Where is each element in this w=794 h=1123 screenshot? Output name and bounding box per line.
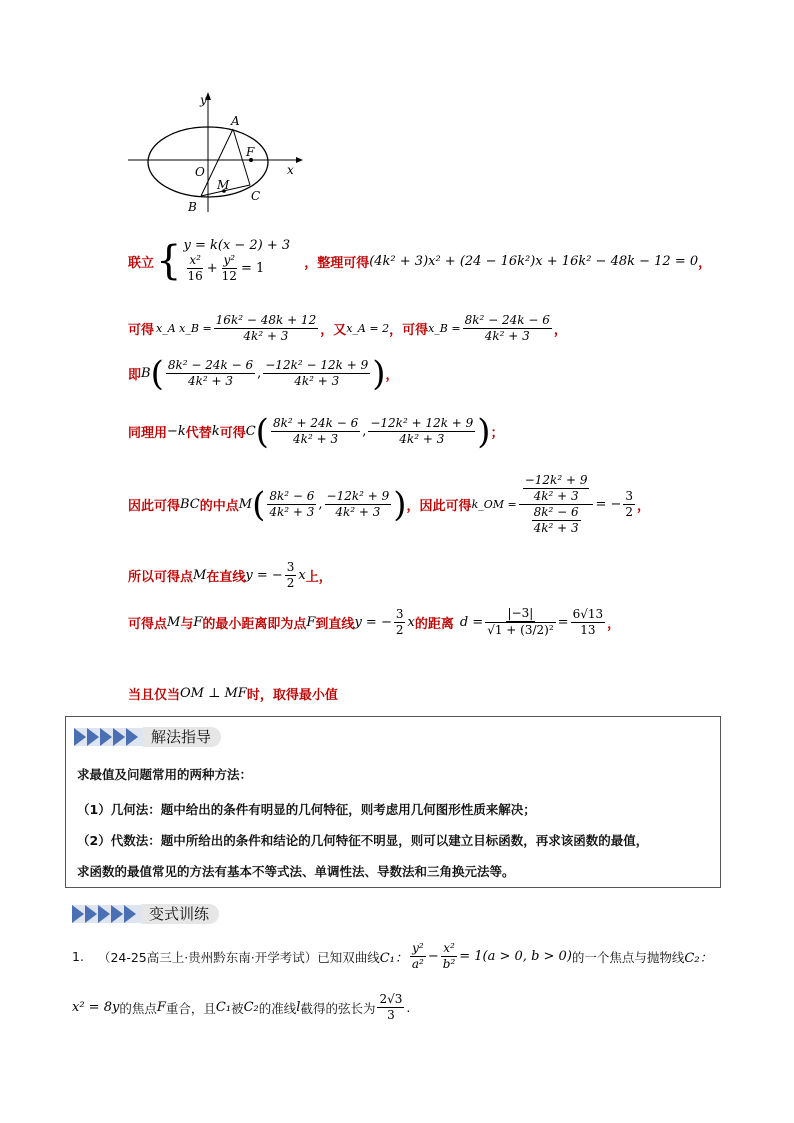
l7-dnum: |−3| bbox=[507, 606, 534, 620]
exercise-c2: C₂： bbox=[684, 951, 713, 966]
ex-hminus: − bbox=[427, 949, 439, 964]
solution-line-5: 因此可得 BC 的中点 M ( $\frac{\text{8k² − 6}}{\text{4k² + 3}}$ , $\frac{\text{−12k² + 9}}{\text{4k² + 3}}$ ) ，因此可得 k_OM = $\frac{\frac{\text{−12k² + 9}}{\text{4k² + 3}}}{\frac{\text{8k² − 6}}{\text{4k² + 3}}}$ = − $\frac{3}{2}$ ， bbox=[128, 473, 651, 535]
l4-k: k bbox=[211, 424, 220, 439]
l2-xb: x_B = bbox=[428, 322, 461, 335]
ex-l2-a: 的焦点 bbox=[119, 1000, 157, 1016]
l2-xa: x_A = 2 bbox=[346, 322, 390, 335]
method-p1: 求最值及问题常用的两种方法： bbox=[77, 767, 253, 782]
ex-hcond: = 1(a > 0, b > 0) bbox=[459, 949, 572, 964]
method-p4: 求函数的最值常见的方法有基本不等式法、单调性法、导数法和三角换元法等。 bbox=[77, 864, 515, 879]
l4-pre: 同理用 bbox=[128, 426, 168, 441]
l4-n1: 8k² + 24k − 6 bbox=[272, 416, 359, 430]
ex-l2-c1: C₁ bbox=[215, 1000, 232, 1015]
l5-BC: BC bbox=[180, 497, 200, 512]
l2-num: 16k² − 48k + 12 bbox=[215, 313, 317, 327]
l7-rnum: 6√13 bbox=[572, 606, 604, 621]
exercise-source: （24-25高三上·贵州黔东南·开学考试）已知双曲线 bbox=[97, 949, 380, 965]
label-y: y bbox=[200, 93, 207, 107]
ex-hn2: x² bbox=[443, 941, 455, 955]
l7-end: ， bbox=[607, 616, 621, 632]
ellipse-figure bbox=[120, 88, 310, 218]
l1-mid: ，整理可得 bbox=[304, 255, 370, 271]
l1-pre: 联立 bbox=[128, 255, 155, 271]
l7-rden: 13 bbox=[580, 622, 596, 637]
sys-b-d1: 16 bbox=[187, 269, 203, 283]
l4-n2: −12k² + 12k + 9 bbox=[370, 416, 474, 430]
l8-end: 时，取得最小值 bbox=[246, 688, 338, 703]
l4-mid2: 可得 bbox=[219, 426, 246, 441]
l4-mk: −k bbox=[167, 424, 186, 439]
label-A: A bbox=[231, 114, 240, 128]
l8-eq: OM ⊥ MF bbox=[180, 686, 247, 701]
label-C: C bbox=[251, 189, 261, 203]
method-guide-title: 解法指导 bbox=[143, 727, 221, 747]
l3-d1: 4k² + 3 bbox=[187, 374, 233, 388]
l6-d: 2 bbox=[286, 576, 295, 590]
l7-dlabel: d = bbox=[459, 614, 484, 630]
ex-hd2: b² bbox=[442, 957, 456, 971]
l7-mid2: 的最小距离即为点 bbox=[202, 616, 307, 632]
sys-b-rhs: = 1 bbox=[240, 261, 265, 276]
solution-line-3: 即 B ( $\frac{\text{8k² − 24k − 6}}{\text{4k² + 3}}$ , $\frac{\text{−12k² − 12k + 9}}{\text{4k² + 3}}$ ) ， bbox=[128, 353, 399, 394]
l8-pre: 当且仅当 bbox=[128, 688, 181, 703]
l2-lhs: x_A x_B = bbox=[156, 322, 212, 335]
l7-mid4: 的距离 bbox=[414, 616, 454, 632]
l5-d2: 4k² + 3 bbox=[335, 505, 381, 519]
l7-mid3: 到直线 bbox=[315, 616, 355, 632]
solution-line-1 bbox=[128, 238, 711, 284]
l5-M: M bbox=[238, 497, 253, 512]
l5-d1: 4k² + 3 bbox=[269, 505, 315, 519]
l6-x: x bbox=[298, 568, 306, 583]
l5-end: ， bbox=[637, 499, 651, 514]
l6-mid: 在直线 bbox=[206, 570, 246, 585]
ex-l2-d: 的准线 bbox=[258, 1000, 297, 1016]
l7-y: y = − bbox=[354, 614, 392, 630]
method-guide-banner bbox=[74, 725, 221, 749]
label-F: F bbox=[246, 145, 255, 159]
exercise-c1: C₁： bbox=[379, 951, 408, 966]
ex-l2-l: l bbox=[296, 1000, 301, 1015]
l3-d2: 4k² + 3 bbox=[294, 374, 340, 388]
l2-mid: ，又 bbox=[320, 323, 347, 338]
exercise-line-2 bbox=[72, 992, 410, 1023]
chevron-arrows-icon-2 bbox=[72, 905, 143, 923]
ex-l2-dd: 3 bbox=[387, 1008, 395, 1022]
l3-n2: −12k² − 12k + 9 bbox=[265, 358, 369, 372]
l1-eq: (4k² + 3)x² + (24 − 16k²)x + 16k² − 48k − 12 = 0 bbox=[369, 253, 699, 269]
ex-mid: 的一个焦点与抛物线 bbox=[571, 949, 685, 965]
l2-end: ， bbox=[553, 323, 567, 338]
solution-line-4: 同理用 −k 代替 k 可得 C ( $\frac{\text{8k² + 24k − 6}}{\text{4k² + 3}}$ , $\frac{\text{−12k² + 12k + 9}}{\text{4k² + 3}}$ ) ； bbox=[128, 411, 504, 452]
l5-k: k_OM = bbox=[471, 498, 517, 511]
label-B: B bbox=[188, 200, 197, 214]
l5-bf-d: 8k² − 6 bbox=[533, 505, 579, 519]
label-M: M bbox=[217, 178, 230, 192]
l5-mid: 的中点 bbox=[199, 499, 239, 514]
l5-rn: 3 bbox=[625, 489, 634, 503]
ex-l2-eq: x² = 8y bbox=[72, 1000, 120, 1015]
ex-l2-c: 被 bbox=[231, 1000, 244, 1016]
l7-d: 2 bbox=[395, 622, 404, 637]
sys-b-n2: y² bbox=[223, 253, 236, 267]
l4-d1: 4k² + 3 bbox=[293, 432, 339, 446]
l7-res: = bbox=[557, 614, 569, 630]
l4-mid: 代替 bbox=[185, 426, 212, 441]
l4-d2: 4k² + 3 bbox=[399, 432, 445, 446]
l6-n: 3 bbox=[286, 560, 295, 574]
l5-pre: 因此可得 bbox=[128, 499, 181, 514]
sys-eq-a: y = k(x − 2) + 3 bbox=[183, 238, 291, 253]
l5-n2: −12k² + 9 bbox=[326, 489, 390, 503]
exercise-banner bbox=[72, 902, 219, 926]
l5-bigfrac bbox=[519, 473, 594, 536]
ex-l2-F: F bbox=[156, 1000, 166, 1015]
l3-end: ， bbox=[385, 368, 399, 383]
system-eqs bbox=[183, 238, 290, 284]
exercise-number: 1. bbox=[72, 949, 84, 964]
system-brace: { bbox=[156, 238, 182, 284]
method-p3: （2）代数法：题中所给出的条件和结论的几何特征不明显，则可以建立目标函数，再求该函数的最值， bbox=[77, 833, 649, 848]
l7-n: 3 bbox=[395, 606, 404, 621]
ex-l2-end: . bbox=[406, 1000, 411, 1015]
l5-bf-dd: 4k² + 3 bbox=[533, 521, 579, 535]
label-O: O bbox=[195, 165, 205, 179]
l4-end: ； bbox=[490, 426, 504, 441]
l7-F2: F bbox=[306, 614, 316, 630]
sys-b-d2: 12 bbox=[221, 269, 237, 283]
l7-M: M bbox=[167, 614, 181, 630]
l7-dden: 1 + (3/2)² bbox=[494, 623, 554, 637]
l7-F: F bbox=[193, 614, 203, 630]
l5-res: = − bbox=[595, 497, 622, 512]
l7-mid: 与 bbox=[180, 616, 194, 632]
l2-den: 4k² + 3 bbox=[243, 329, 289, 343]
l5-bf-n: −12k² + 9 bbox=[524, 473, 588, 487]
l2-den2: 4k² + 3 bbox=[484, 329, 530, 343]
l7-x: x bbox=[407, 614, 415, 630]
l2-mid2: ，可得 bbox=[389, 323, 429, 338]
l6-pre: 所以可得点 bbox=[128, 570, 194, 585]
l7-pre: 可得点 bbox=[128, 616, 168, 632]
l2-pre: 可得 bbox=[128, 323, 155, 338]
sys-eq-b: $\frac{\text{x²}}{16}$ + $\frac{\text{y²}}{12}$ = 1 bbox=[187, 253, 265, 283]
ex-l2-c2: C₂ bbox=[243, 1000, 259, 1015]
ex-l2-b: 重合，且 bbox=[165, 1000, 216, 1016]
l3-pre: 即 bbox=[128, 368, 142, 383]
l3-B: B bbox=[141, 366, 151, 381]
l5-rd: 2 bbox=[625, 505, 634, 519]
label-x: x bbox=[287, 163, 294, 177]
l6-y: y = − bbox=[245, 568, 283, 583]
l3-n1: 8k² − 24k − 6 bbox=[167, 358, 254, 372]
l6-M: M bbox=[193, 568, 207, 583]
ex-l2-n: 2√3 bbox=[379, 992, 403, 1006]
l4-C: C bbox=[245, 424, 256, 439]
solution-line-2 bbox=[128, 313, 567, 344]
l1-end: ， bbox=[698, 255, 712, 271]
method-guide-box bbox=[65, 716, 721, 888]
l2-num2: 8k² − 24k − 6 bbox=[464, 313, 550, 327]
l5-n1: 8k² − 6 bbox=[269, 489, 315, 503]
exercise-title: 变式训练 bbox=[141, 904, 219, 924]
ex-hn1: y² bbox=[412, 941, 424, 955]
ex-l2-e: 截得的弦长为 bbox=[300, 1000, 376, 1016]
l5-mid2: ，因此可得 bbox=[406, 499, 472, 514]
solution-line-8 bbox=[128, 684, 338, 703]
method-p2: （1）几何法：题中给出的条件有明显的几何特征，则考虑用几何图形性质来解决； bbox=[77, 802, 536, 817]
exercise-line-1 bbox=[72, 941, 713, 972]
l5-bf-nd: 4k² + 3 bbox=[533, 489, 579, 503]
solution-line-6 bbox=[128, 560, 332, 591]
solution-line-7 bbox=[128, 606, 620, 638]
l6-end: 上， bbox=[305, 570, 332, 585]
l7-dden-wrap: √1 + (3/2)² bbox=[487, 623, 554, 637]
chevron-arrows-icon bbox=[74, 728, 145, 746]
sys-b-n1: x² bbox=[189, 253, 201, 267]
x-axis-arrow bbox=[296, 157, 303, 163]
ex-hd1: a² bbox=[411, 957, 424, 971]
